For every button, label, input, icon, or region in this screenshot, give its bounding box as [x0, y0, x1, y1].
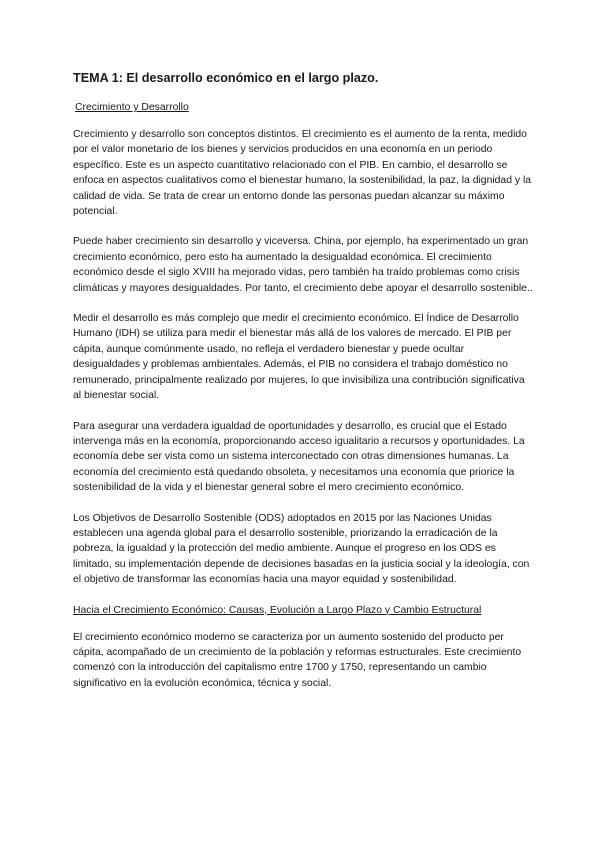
document-title: TEMA 1: El desarrollo económico en el largo plazo. [73, 71, 379, 85]
section-heading-crecimiento-economico: Hacia el Crecimiento Económico: Causas, Evolución a Largo Plazo y Cambio Estructural [73, 604, 482, 616]
paragraph: Medir el desarrollo es más complejo que medir el crecimiento económico. El Índice de Desarrollo Humano (IDH) se utiliza para medir el bienestar más allá de los valores de mercado. El PIB per cápita, aunque comúnmente usado, no refleja el verdadero bienestar y puede ocultar desigualdades y problemas ambientales. Además, el PIB no considera el trabajo doméstico no remunerado, principalmente realizado por mujeres, lo que invisibiliza una contribución significativa al bienestar social. [73, 313, 525, 402]
section-heading-crecimiento-desarrollo: Crecimiento y Desarrollo [75, 102, 189, 113]
paragraph: Crecimiento y desarrollo son conceptos distintos. El crecimiento es el aumento de la renta, medido por el valor monetario de los bienes y servicios producidos en una economía en un periodo específico. Este es un aspecto cuantitativo relacionado con el PIB. En cambio, el desarrollo se enfoca en aspectos cualitativos como el bienestar humano, la sostenibilidad, la paz, la dignidad y la calidad de vida. Se trata de crear un entorno donde las personas puedan alcanzar su máximo potencial. [73, 129, 532, 218]
document-page [73, 70, 533, 706]
paragraph: Los Objetivos de Desarrollo Sostenible (ODS) adoptados en 2015 por las Naciones Unidas establecen una agenda global para el desarrollo sostenible, priorizando la erradicación de la pobreza, la igualdad y la protección del medio ambiente. Aunque el progreso en los ODS es limitado, su implementación depende de decisiones basadas en la justicia social y la ideología, con el objetivo de transformar las economías hacia una mayor equidad y sostenibilidad. [73, 512, 530, 586]
paragraph: El crecimiento económico moderno se caracteriza por un aumento sostenido del producto per cápita, acompañado de un crecimiento de la población y reformas estructurales. Este crecimiento comenzó con la introducción del capitalismo entre 1700 y 1750, representando un cambio significativo en la evolución económica, técnica y social. [73, 631, 522, 689]
paragraph: Para asegurar una verdadera igualdad de oportunidades y desarrollo, es crucial que el Estado intervenga más en la economía, proporcionando acceso igualitario a recursos y oportunidades. La economía debe ser vista como un sistema interconectado con otras dimensiones humanas. La economía del crecimiento está quedando obsoleta, y necesitamos una economía que priorice la sostenibilidad de la vida y el bienestar general sobre el mero crecimiento económico. [73, 420, 525, 494]
paragraph: Puede haber crecimiento sin desarrollo y viceversa. China, por ejemplo, ha experimentado un gran crecimiento económico, pero esto ha aumentado la desigualdad económica. El crecimiento económico desde el siglo XVIII ha mejorado vidas, pero también ha traído problemas como crisis climáticas y mayores desigualdades. Por tanto, el crecimiento debe apoyar el desarrollo sostenible.. [73, 236, 533, 294]
